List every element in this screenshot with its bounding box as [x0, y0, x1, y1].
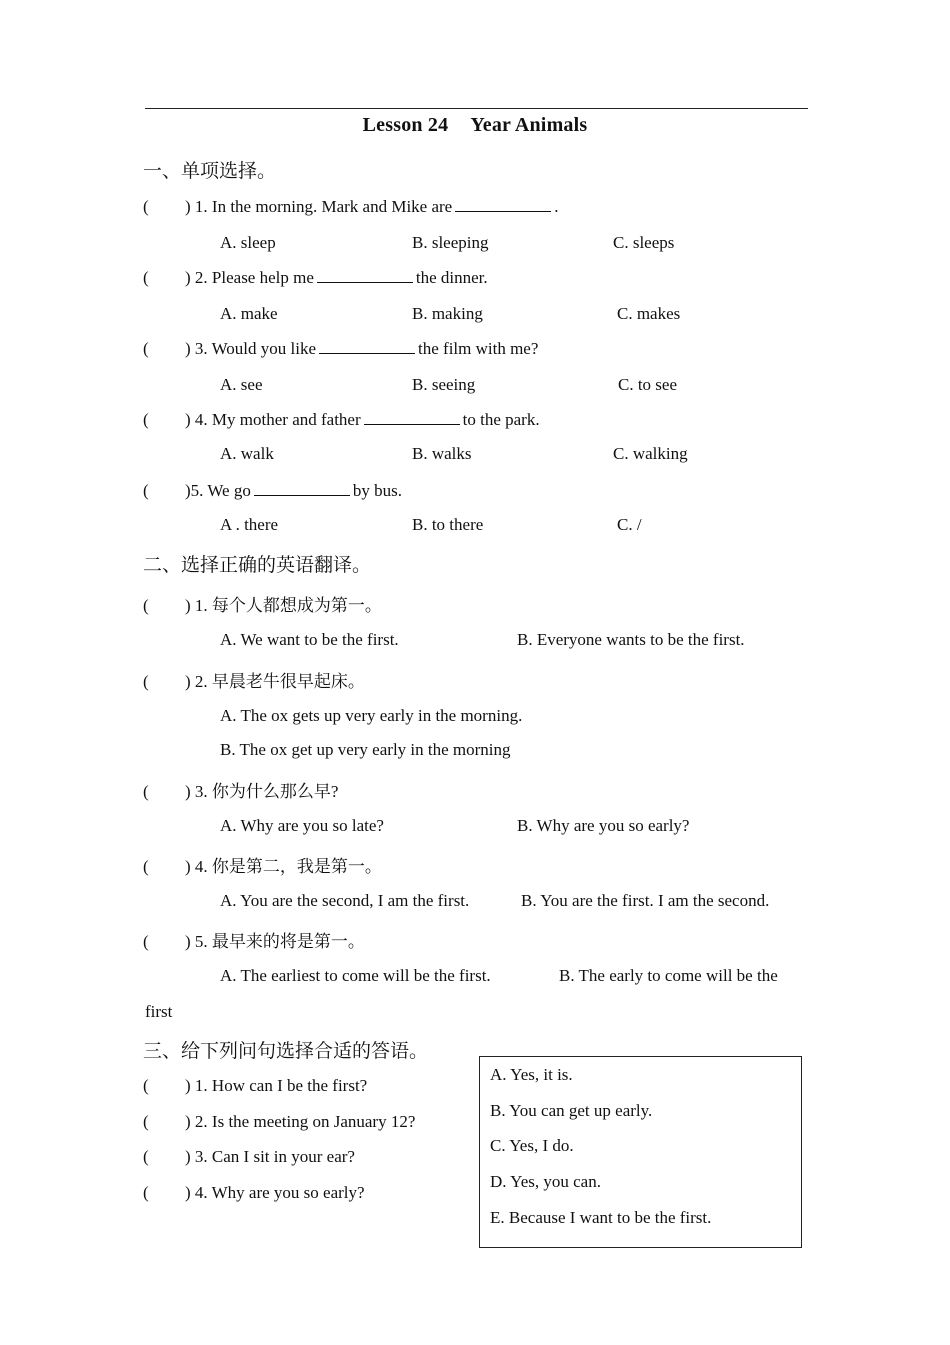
question-item: ( ) 2. Please help me the dinner. — [143, 268, 488, 287]
option-a: A. The ox gets up very early in the morning. — [220, 706, 523, 725]
question-item: ( ) 2. 早晨老牛很早起床。 — [143, 672, 365, 691]
option-c: C. makes — [617, 304, 681, 323]
question-item: ( ) 1. How can I be the first? — [143, 1076, 368, 1095]
header-rule — [145, 108, 808, 109]
section-heading: 二、选择正确的英语翻译。 — [143, 555, 372, 576]
option-b: B. walks — [412, 444, 472, 463]
answer-blank[interactable] — [317, 268, 413, 283]
option-b: B. Why are you so early? — [517, 816, 690, 835]
lesson-number: Lesson 24 — [362, 114, 449, 136]
answer-option: A. Yes, it is. — [490, 1065, 573, 1084]
option-b: B. sleeping — [412, 233, 489, 252]
option-c: C. / — [617, 515, 642, 534]
option-c: C. walking — [613, 444, 688, 463]
question-item: ( ) 4. 你是第二，我是第一。 — [143, 857, 382, 876]
question-item: ( ) 1. In the morning. Mark and Mike are . — [143, 197, 559, 216]
section-heading: 三、给下列问句选择合适的答语。 — [143, 1041, 429, 1062]
option-b: B. The ox get up very early in the morning — [220, 740, 511, 759]
option-a: A. We want to be the first. — [220, 630, 399, 649]
option-a: A . there — [220, 515, 279, 534]
option-b-continuation: first — [145, 1002, 173, 1021]
option-c: C. sleeps — [613, 233, 675, 252]
option-a: A. You are the second, I am the first. — [220, 891, 470, 910]
option-b: B. Everyone wants to be the first. — [517, 630, 745, 649]
option-a: A. see — [220, 375, 263, 394]
question-item: ( )5. We go by bus. — [143, 481, 402, 500]
answer-options-box — [479, 1056, 802, 1248]
question-item: ( ) 2. Is the meeting on January 12? — [143, 1112, 416, 1131]
option-a: A. walk — [220, 444, 274, 463]
option-b: B. The early to come will be the — [559, 966, 778, 985]
option-a: A. The earliest to come will be the first. — [220, 966, 491, 985]
answer-blank[interactable] — [364, 410, 460, 425]
question-item: ( ) 3. Can I sit in your ear? — [143, 1147, 355, 1166]
question-item: ( ) 3. Would you like the film with me? — [143, 339, 539, 358]
answer-blank[interactable] — [254, 481, 350, 496]
page-title — [0, 114, 950, 137]
lesson-name: Year Animals — [470, 114, 588, 136]
answer-blank[interactable] — [455, 197, 551, 212]
option-b: B. You are the first. I am the second. — [521, 891, 770, 910]
answer-blank[interactable] — [319, 339, 415, 354]
option-a: A. make — [220, 304, 278, 323]
answer-option: E. Because I want to be the first. — [490, 1208, 712, 1227]
option-c: C. to see — [618, 375, 678, 394]
question-item: ( ) 3. 你为什么那么早? — [143, 782, 339, 801]
option-b: B. making — [412, 304, 483, 323]
question-item: ( ) 4. Why are you so early? — [143, 1183, 365, 1202]
question-item: ( ) 4. My mother and father to the park. — [143, 410, 540, 429]
answer-option: B. You can get up early. — [490, 1101, 653, 1120]
option-b: B. to there — [412, 515, 484, 534]
option-a: A. Why are you so late? — [220, 816, 384, 835]
option-a: A. sleep — [220, 233, 276, 252]
answer-option: D. Yes, you can. — [490, 1172, 601, 1191]
section-heading: 一、单项选择。 — [143, 161, 277, 182]
question-item: ( ) 1. 每个人都想成为第一。 — [143, 596, 382, 615]
option-b: B. seeing — [412, 375, 476, 394]
question-item: ( ) 5. 最早来的将是第一。 — [143, 932, 365, 951]
answer-option: C. Yes, I do. — [490, 1136, 574, 1155]
